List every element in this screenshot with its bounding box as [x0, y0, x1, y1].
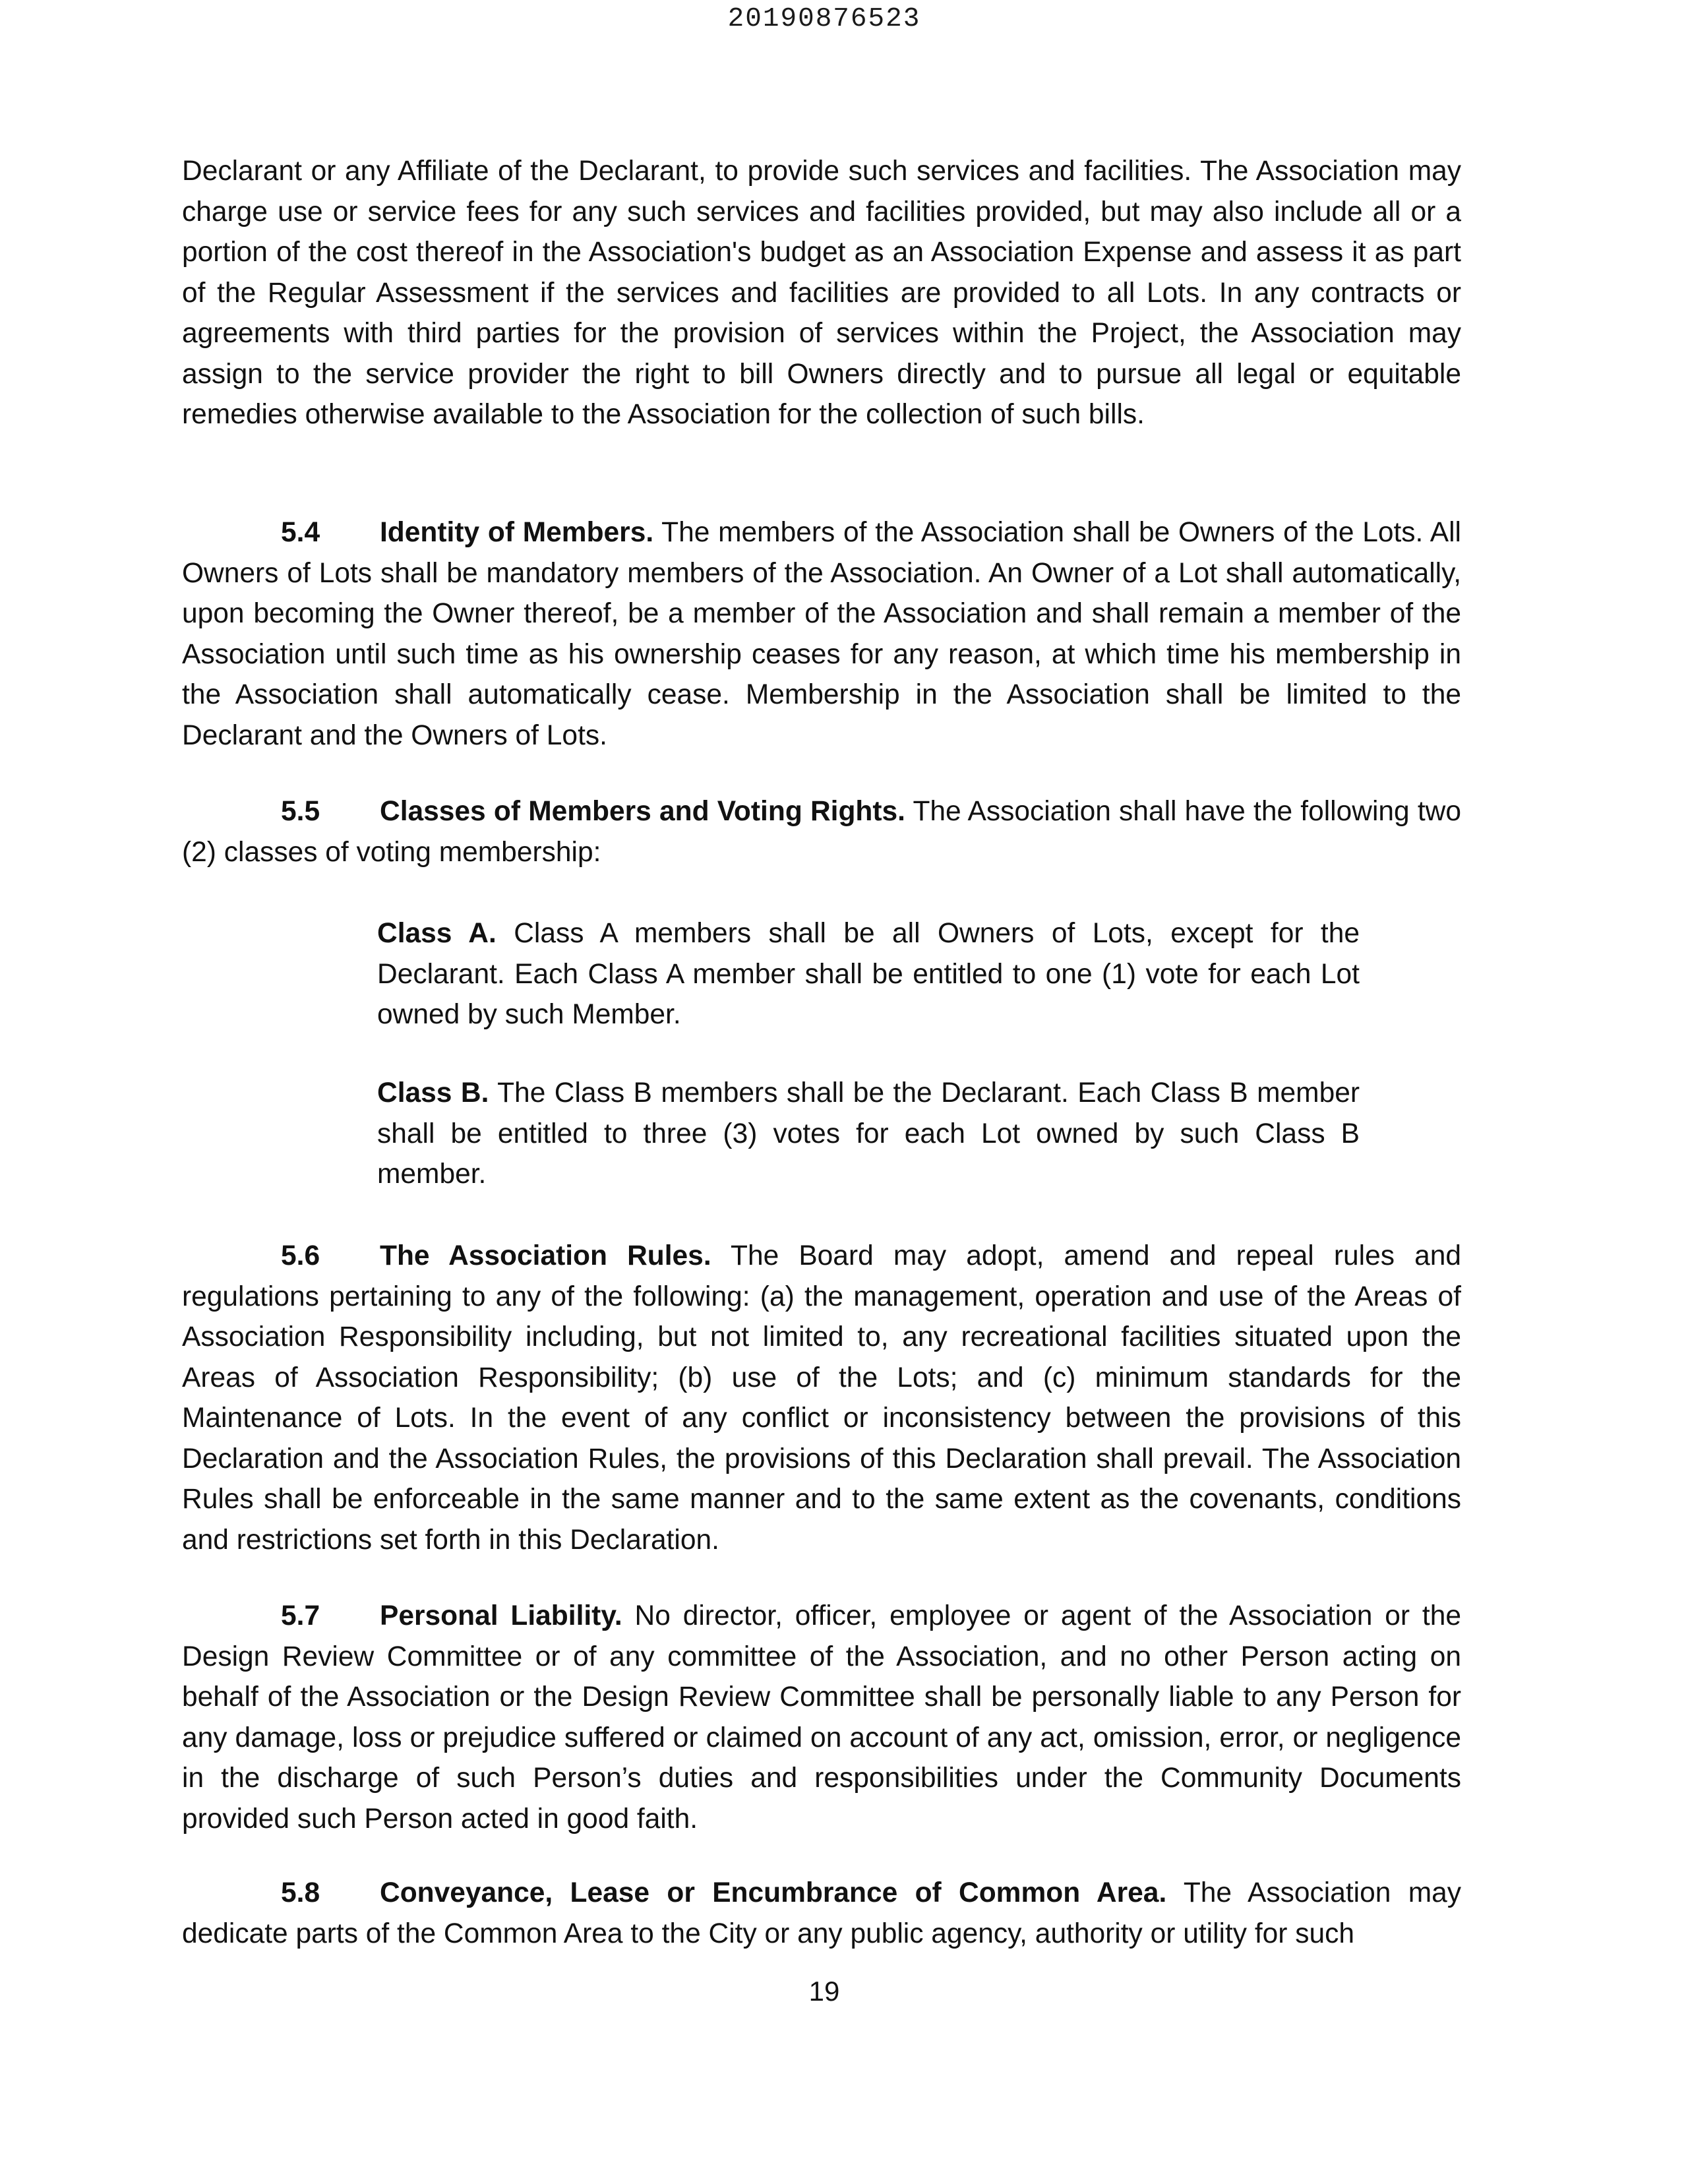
section-5-7	[182, 1596, 1461, 1839]
section-number: 5.4	[281, 517, 320, 548]
section-heading: Conveyance, Lease or Encumbrance of Common Area.	[380, 1877, 1167, 1908]
class-a-paragraph	[377, 913, 1360, 1035]
section-text: No director, officer, employee or agent of the Association or the Design Review Committee or of any committee of the Association, and no other Person acting on behalf of the Association or the Design Review Committee shall be personally liable to any Person for any damage, loss or prejudice suffered or claimed on account of any act, omission, error, or negligence in the discharge of such Person’s duties and responsibilities under the Community Documents provided such Person acted in good faith.	[182, 1600, 1461, 1835]
section-5-8	[182, 1873, 1461, 1954]
section-number: 5.7	[281, 1600, 320, 1631]
section-text: The Association shall have the following two (2) classes of voting membership:	[182, 796, 1461, 868]
section-5-5	[182, 791, 1461, 872]
intro-paragraph: Declarant or any Affiliate of the Declarant, to provide such services and facilities. The Association may charge use or service fees for any such services and facilities provided, but may also include all or a portion of the cost thereof in the Association's budget as an Association Expense and assess it as part of the Regular Assessment if the services and facilities are provided to all Lots. In any contracts or agreements with third parties for the provision of services within the Project, the Association may assign to the service provider the right to bill Owners directly and to pursue all legal or equitable remedies otherwise available to the Association for the collection of such bills.	[182, 156, 1461, 430]
section-heading: Classes of Members and Voting Rights.	[380, 796, 905, 827]
section-text: The Board may adopt, amend and repeal rules and regulations pertaining to any of the following: (a) the management, operation and use of the Areas of Association Responsibility including, but not limited to, any recreational facilities situated upon the Areas of Association Responsibility; (b) use of the Lots; and (c) minimum standards for the Maintenance of Lots. In the event of any conflict or inconsistency between the provisions of this Declaration and the Association Rules, the provisions of this Declaration shall prevail. The Association Rules shall be enforceable in the same manner and to the same extent as the covenants, conditions and restrictions set forth in this Declaration.	[182, 1240, 1461, 1556]
class-b-heading: Class B.	[377, 1077, 489, 1108]
section-heading: Identity of Members.	[380, 517, 654, 548]
section-text: The members of the Association shall be Owners of the Lots. All Owners of Lots shall be mandatory members of the Association. An Owner of a Lot shall automatically, upon becoming the Owner thereof, be a member of the Association and shall remain a member of the Association until such time as his ownership ceases for any reason, at which time his membership in the Association shall automatically cease. Membership in the Association shall be limited to the Declarant and the Owners of Lots.	[182, 517, 1461, 751]
page-number: 19	[808, 1976, 840, 2007]
section-number: 5.6	[281, 1240, 320, 1271]
class-b-paragraph	[377, 1073, 1360, 1195]
section-5-4	[182, 512, 1461, 756]
section-heading: The Association Rules.	[380, 1240, 711, 1271]
section-heading: Personal Liability.	[380, 1600, 622, 1631]
section-5-6	[182, 1236, 1461, 1560]
document-number: 20190876523	[727, 4, 921, 34]
section-text: The Association may dedicate parts of the Common Area to the City or any public agency, authority or utility for such	[182, 1877, 1461, 1949]
class-a-heading: Class A.	[377, 918, 497, 949]
class-a-text: Class A members shall be all Owners of Lots, except for the Declarant. Each Class A member shall be entitled to one (1) vote for each Lot owned by such Member.	[377, 918, 1360, 1030]
section-number: 5.5	[281, 796, 320, 827]
class-b-text: The Class B members shall be the Declarant. Each Class B member shall be entitled to three (3) votes for each Lot owned by such Class B member.	[377, 1077, 1360, 1190]
section-number: 5.8	[281, 1877, 320, 1908]
